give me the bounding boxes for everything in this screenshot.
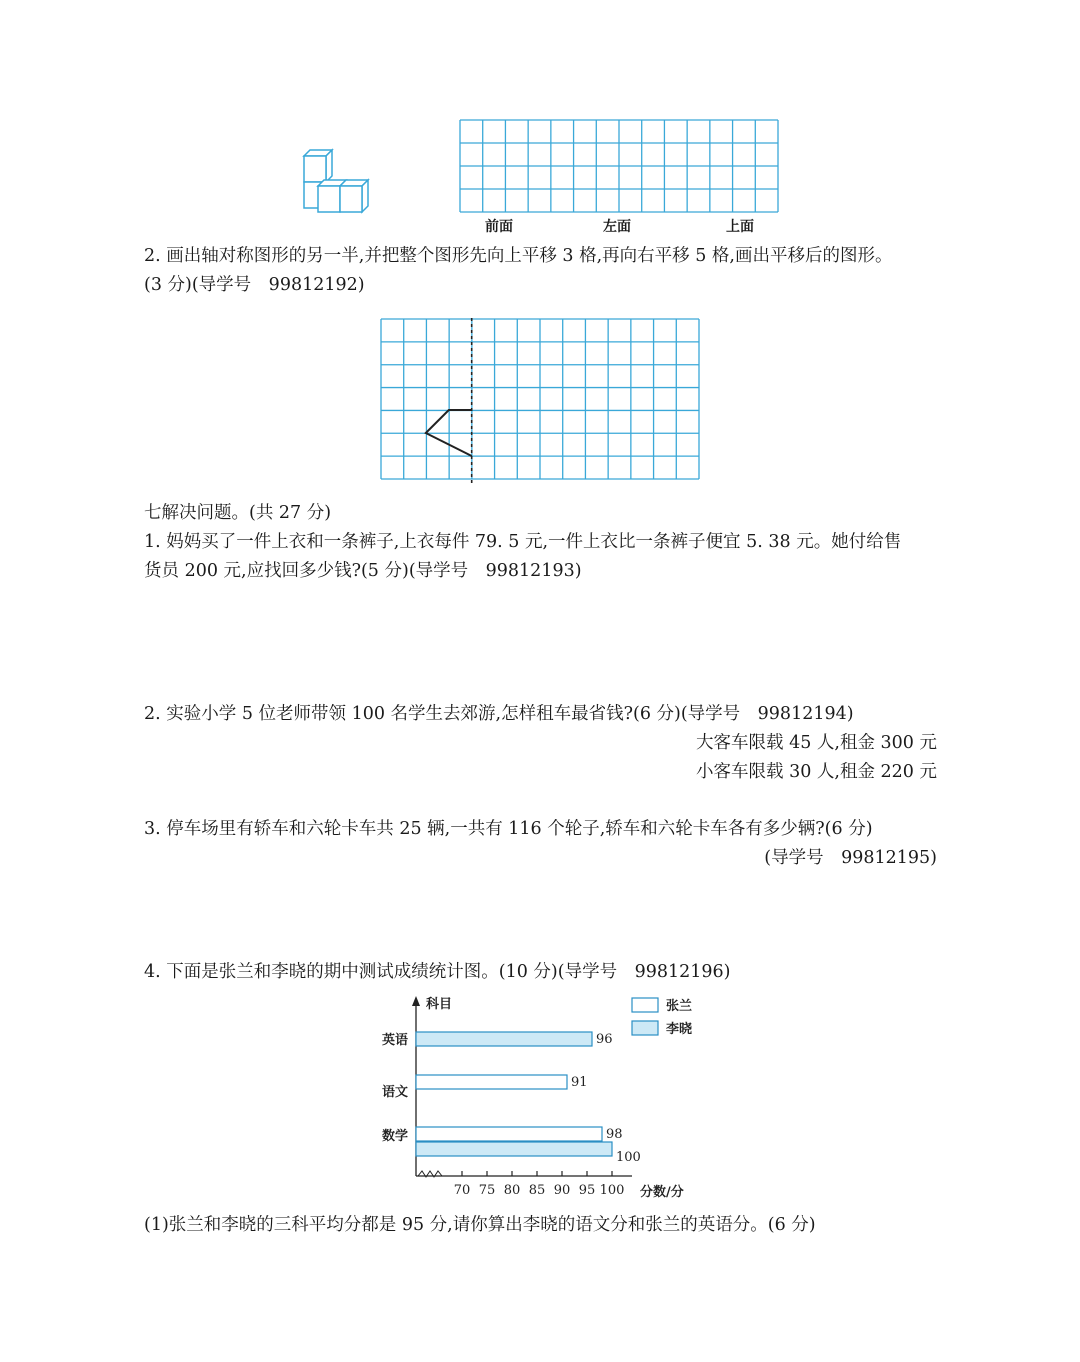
- data-label: 100: [616, 1150, 641, 1165]
- symmetry-grid: [380, 318, 700, 486]
- x-axis-label: 分数/分: [640, 1185, 684, 1200]
- x-tick-label: 75: [478, 1183, 496, 1198]
- top-view-label: 上面: [726, 219, 754, 235]
- question-2-line-2: (3 分)(导学号 99812192): [144, 275, 365, 295]
- problem-2-line-1: 2. 实验小学 5 位老师带领 100 名学生去郊游,怎样租车最省钱?(6 分)(导学号 99812194): [144, 704, 854, 724]
- bar: [416, 1075, 567, 1089]
- problem-1-line-2: 货员 200 元,应找回多少钱?(5 分)(导学号 99812193): [144, 561, 582, 581]
- x-tick-label: 85: [528, 1183, 546, 1198]
- section-7-title: 七解决问题。(共 27 分): [144, 503, 332, 523]
- x-tick-label: 100: [599, 1183, 625, 1198]
- problem-4-sub-1: (1)张兰和李晓的三科平均分都是 95 分,请你算出李晓的语文分和张兰的英语分。(6 分): [144, 1215, 816, 1235]
- bar: [416, 1142, 612, 1156]
- category-label: 数学: [382, 1129, 409, 1144]
- category-label: 语文: [382, 1085, 409, 1100]
- x-tick-label: 95: [578, 1183, 596, 1198]
- problem-1-line-1: 1. 妈妈买了一件上衣和一条裤子,上衣每件 79. 5 元,一件上衣比一条裤子便宜 5. 38 元。她付给售: [144, 532, 902, 552]
- cube-figure: [296, 146, 376, 214]
- data-label: 91: [571, 1075, 588, 1090]
- data-label: 96: [596, 1032, 613, 1047]
- question-2-line-1: 2. 画出轴对称图形的另一半,并把整个图形先向上平移 3 格,再向右平移 5 格,画出平移后的图形。: [144, 246, 893, 266]
- legend-label: 李晓: [666, 1022, 693, 1037]
- front-view-label: 前面: [485, 219, 513, 235]
- data-label: 98: [606, 1127, 623, 1142]
- y-axis-label: 科目: [426, 997, 453, 1012]
- left-view-label: 左面: [603, 219, 631, 235]
- problem-4-line-1: 4. 下面是张兰和李晓的期中测试成绩统计图。(10 分)(导学号 99812196): [144, 962, 731, 982]
- views-grid: [459, 119, 779, 213]
- big-bus-info: 大客车限载 45 人,租金 300 元: [696, 733, 937, 753]
- x-tick-label: 70: [453, 1183, 471, 1198]
- legend-swatch: [632, 1021, 658, 1035]
- x-tick-label: 80: [503, 1183, 521, 1198]
- score-bar-chart: [370, 990, 710, 1202]
- problem-3-line-2: (导学号 99812195): [764, 848, 937, 868]
- category-label: 英语: [382, 1033, 409, 1048]
- bar: [416, 1032, 592, 1046]
- y-axis-arrow: [412, 996, 420, 1006]
- small-bus-info: 小客车限载 30 人,租金 220 元: [696, 762, 937, 782]
- x-tick-label: 90: [553, 1183, 571, 1198]
- legend-label: 张兰: [666, 999, 693, 1014]
- problem-3-line-1: 3. 停车场里有轿车和六轮卡车共 25 辆,一共有 116 个轮子,轿车和六轮卡车各有多少辆?(6 分): [144, 819, 873, 839]
- bar: [416, 1127, 602, 1141]
- legend-swatch: [632, 998, 658, 1012]
